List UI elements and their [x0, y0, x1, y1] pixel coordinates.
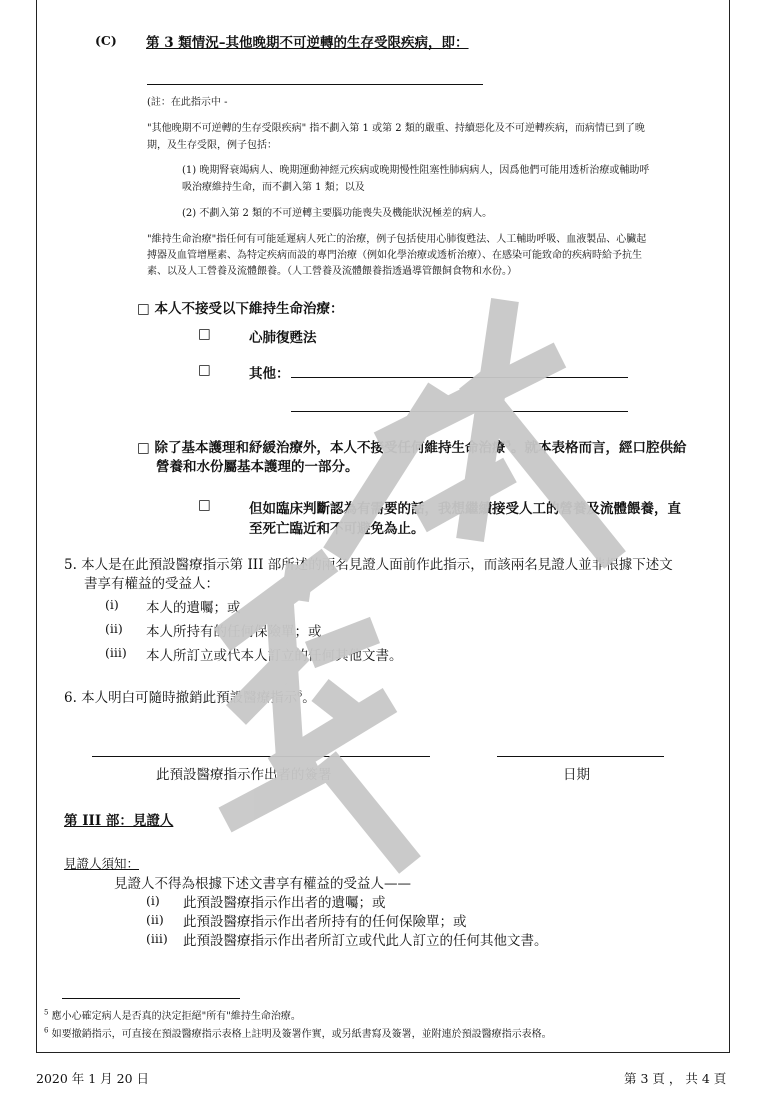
option1-text: 本人不接受以下維持生命治療：	[154, 301, 344, 317]
footnote-6	[44, 1025, 552, 1040]
note-def2-line3: 素、以及人工營養及流體餵養。（人工營養及流體餵養指透過導管餵飼食物和水份。）	[147, 266, 517, 277]
footer-date: 2020 年 1 月 20 日	[36, 1071, 150, 1086]
witness-list-text-3: 此預設醫療指示作出者所訂立或代此人訂立的任何其他文書。	[183, 933, 548, 949]
note-def2-line1: "維持生命治療"指任何有可能延遲病人死亡的治療，例子包括使用心肺復甦法、人工輔助呼吸、血液製品、心臟起	[147, 234, 647, 245]
note-ex1-line2: 吸治療維持生命，而不劃入第 1 類；以及	[182, 182, 365, 193]
footnote-5-text: 應小心確定病人是否真的決定拒絕"所有"維持生命治療。	[51, 1011, 301, 1022]
witness-list-num-3: (iii)	[146, 931, 168, 946]
option2-line1[interactable]	[137, 436, 687, 456]
note-def2-line2: 搏器及血管增壓素、為特定疾病而設的專門治療（例如化學治療或透析治療）、在感染可能致命的疾病時給予抗生	[147, 250, 642, 261]
item5-line1: 5. 本人是在此預設醫療指示第 III 部所述的兩名見證人面前作此指示，而該兩名見證人並非根據下述文	[64, 557, 673, 573]
witness-list-text-2: 此預設醫療指示作出者所持有的任何保險單；或	[183, 914, 467, 930]
item6-body: 6. 本人明白可隨時撤銷此預設醫療指示	[64, 690, 298, 706]
signer-signature-label: 此預設醫療指示作出者的簽署	[156, 767, 332, 783]
sub-item-other-checkbox[interactable]: □	[198, 362, 211, 378]
footnote-ref-6: 6	[297, 689, 303, 699]
item6-tail: 。	[302, 690, 316, 706]
option2-text-tail: 。就本表格而言，經口腔供給	[511, 440, 687, 456]
note-def1-line1: "其他晚期不可逆轉的生存受限疾病" 指不劃入第 1 或第 2 類的嚴重、持續惡化及不可逆轉疾病，而病情已到了晚	[147, 123, 645, 134]
witness-list-num-2: (ii)	[146, 912, 164, 927]
option1-row[interactable]	[137, 297, 343, 317]
footnote-5	[44, 1007, 301, 1022]
sub-item-cpr-label: 心肺復甦法	[249, 330, 317, 346]
other-blank-line-2[interactable]	[291, 411, 628, 412]
note-ex2: (2) 不劃入第 2 類的不可逆轉主要腦功能喪失及機能狀況極差的病人。	[182, 208, 493, 219]
note-intro: (註：在此指示中 -	[147, 97, 228, 108]
part3-title: 第 III 部：見證人	[64, 813, 174, 829]
footnote-6-text: 如要撤銷指示，可直接在預設醫療指示表格上註明及簽署作實，或另紙書寫及簽署，並附連於預設醫療指示表格。	[51, 1029, 552, 1040]
footer-page-number: 第 3 頁 ， 共 4 頁	[624, 1071, 727, 1086]
item5-list-num-1: (i)	[105, 597, 119, 612]
option2-line2: 營養和水份屬基本護理的一部分。	[156, 459, 359, 475]
witness-notice-title: 見證人須知：	[64, 856, 140, 871]
option2-checkbox[interactable]: □	[137, 440, 150, 456]
option2-text: 除了基本護理和紓緩治療外，本人不接受任何維持生命治療	[154, 440, 506, 456]
item5-list-text-1: 本人的遺囑；或	[146, 600, 241, 616]
option2-sub-checkbox[interactable]: □	[198, 497, 211, 513]
footnote-ref-5: 5	[505, 438, 512, 449]
item5-list-num-2: (ii)	[105, 621, 123, 636]
item5-list-text-2: 本人所持有的任何保險單；或	[146, 624, 322, 640]
witness-list-text-1: 此預設醫療指示作出者的遺囑；或	[183, 895, 386, 911]
item5-line2: 書享有權益的受益人：	[84, 576, 219, 592]
sub-item-other-label: 其他：	[249, 366, 290, 382]
sub-item-cpr-checkbox[interactable]: □	[198, 326, 211, 342]
note-def1-line2: 期，及生存受限，例子包括：	[147, 140, 277, 151]
section-c-label: (C)	[95, 33, 117, 48]
witness-notice-intro: 見證人不得為根據下述文書享有權益的受益人——	[114, 876, 411, 892]
option1-checkbox[interactable]: □	[137, 301, 150, 317]
item5-list-num-3: (iii)	[105, 645, 127, 660]
witness-list-num-1: (i)	[146, 893, 160, 908]
watermark-text: 樣本	[0, 0, 2, 1]
note-ex1-line1: (1) 晚期腎衰竭病人、晚期運動神經元疾病或晚期慢性阻塞性肺病病人，因爲他們可能用透析治療或輔助呼	[182, 165, 650, 176]
section-c-title: 第 3 類情況–其他晚期不可逆轉的生存受限疾病，即：	[146, 35, 469, 51]
footnote-6-mark: 6	[44, 1026, 49, 1035]
item5-list-text-3: 本人所訂立或代本人訂立的任何其他文書。	[146, 648, 403, 664]
disease-blank-line[interactable]	[147, 84, 483, 85]
option2-sub-line1: 但如臨床判斷認為有需要的話，我想繼續接受人工的營養及流體餵養，直	[249, 501, 681, 517]
date-label: 日期	[563, 767, 590, 783]
item6-text	[64, 686, 316, 706]
other-blank-line-1[interactable]	[291, 377, 628, 378]
footnote-separator	[62, 998, 240, 999]
option2-sub-line2: 至死亡臨近和不可避免為止。	[249, 521, 425, 537]
signer-signature-line[interactable]	[92, 756, 430, 757]
footnote-5-mark: 5	[44, 1008, 49, 1017]
date-line[interactable]	[497, 756, 664, 757]
